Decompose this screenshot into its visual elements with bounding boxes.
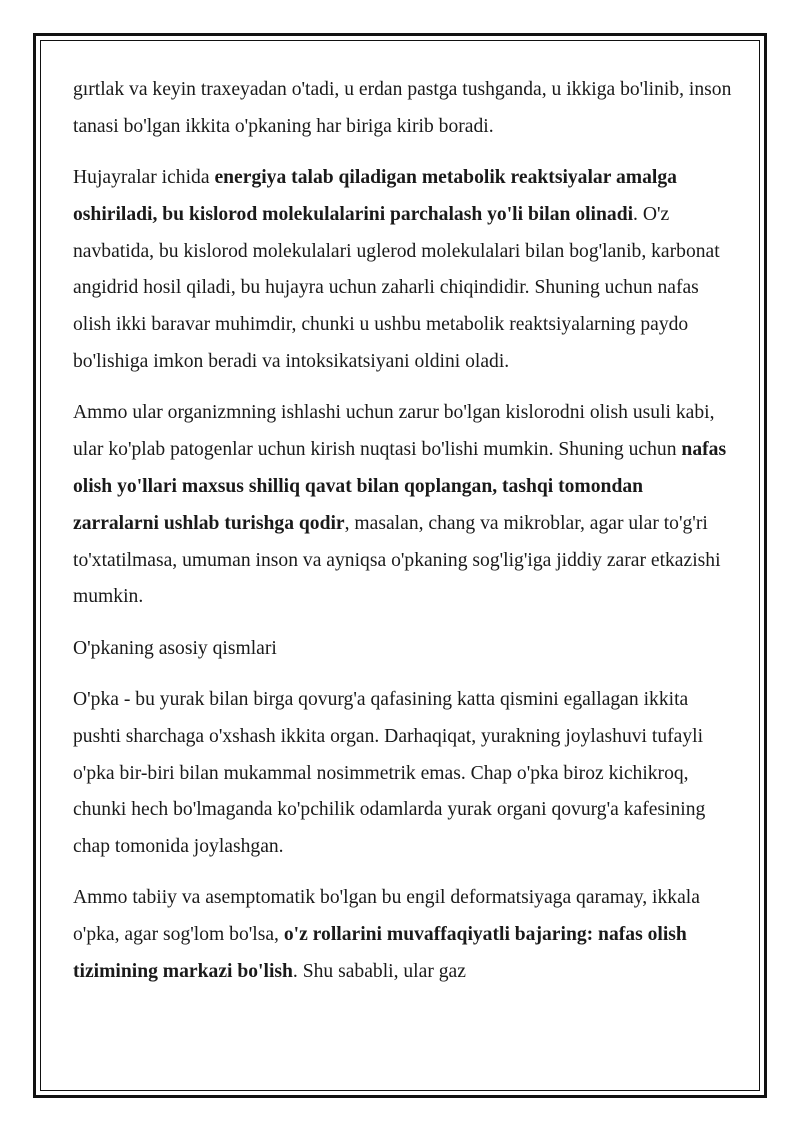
paragraph bbox=[73, 160, 733, 381]
paragraph bbox=[73, 682, 733, 866]
text-segment: , masalan, chang va mikroblar, agar ular to'g'ri to'xtatilmasa, umuman inson va ayniqsa o'pkaning sog'lig'iga jiddiy zarar etkazishi mumkin. bbox=[73, 512, 721, 608]
document-body bbox=[73, 72, 733, 1005]
text-segment: . Shu sababli, ular gaz bbox=[292, 961, 466, 983]
paragraph bbox=[73, 880, 733, 990]
text-segment: Hujayralar ichida bbox=[73, 167, 215, 189]
bold-text-segment: nafas olish yo'llari maxsus shilliq qavat bilan qoplangan, tashqi tomondan zarralarni ushlab turishga qodir bbox=[73, 439, 727, 534]
paragraph bbox=[73, 631, 733, 668]
text-segment: O'pkaning asosiy qismlari bbox=[73, 637, 277, 659]
text-segment: O'pka - bu yurak bilan birga qovurg'a qafasining katta qismini egallagan ikkita pushti sharchaga o'xshash ikkita organ. Darhaqiqat, yurakning joylashuvi tufayli o'pka bir-biri bilan mukammal nosimmetrik emas. Chap o'pka biroz kichikroq, chunki hech bo'lmaganda ko'pchilik odamlarda yurak organi qovurg'a kafesining chap tomonida joylashgan. bbox=[73, 688, 706, 858]
text-segment: . O'z navbatida, bu kislorod molekulalari uglerod molekulalari bilan bog'lanib, karbonat angidrid hosil qiladi, bu hujayra uchun zaharli chiqindidir. Shuning uchun nafas olish ikki baravar muhimdir, chunki u ushbu metabolik reaktsiyalarning paydo bo'lishiga imkon beradi va intoksikatsiyani oldini oladi. bbox=[73, 203, 720, 373]
text-segment: gırtlak va keyin traxeyadan o'tadi, u erdan pastga tushganda, u ikkiga bo'linib, inson tanasi bo'lgan ikkita o'pkaning har biriga kirib boradi. bbox=[73, 79, 732, 137]
bold-text-segment: energiya talab qiladigan metabolik reaktsiyalar amalga oshiriladi, bu kislorod molekulalarini parchalash yo'li bilan olinadi bbox=[73, 167, 677, 225]
bold-text-segment: o'z rollarini muvaffaqiyatli bajaring: nafas olish tizimining markazi bo'lish bbox=[73, 924, 687, 983]
text-segment: Ammo tabiiy va asemptomatik bo'lgan bu engil deformatsiyaga qaramay, ikkala o'pka, agar sog'lom bo'lsa, bbox=[73, 887, 700, 946]
text-segment: Ammo ular organizmning ishlashi uchun zarur bo'lgan kislorodni olish usuli kabi, ular ko'plab patogenlar uchun kirish nuqtasi bo'lishi mumkin. Shuning uchun bbox=[73, 402, 715, 461]
paragraph bbox=[73, 72, 733, 146]
paragraph bbox=[73, 395, 733, 616]
